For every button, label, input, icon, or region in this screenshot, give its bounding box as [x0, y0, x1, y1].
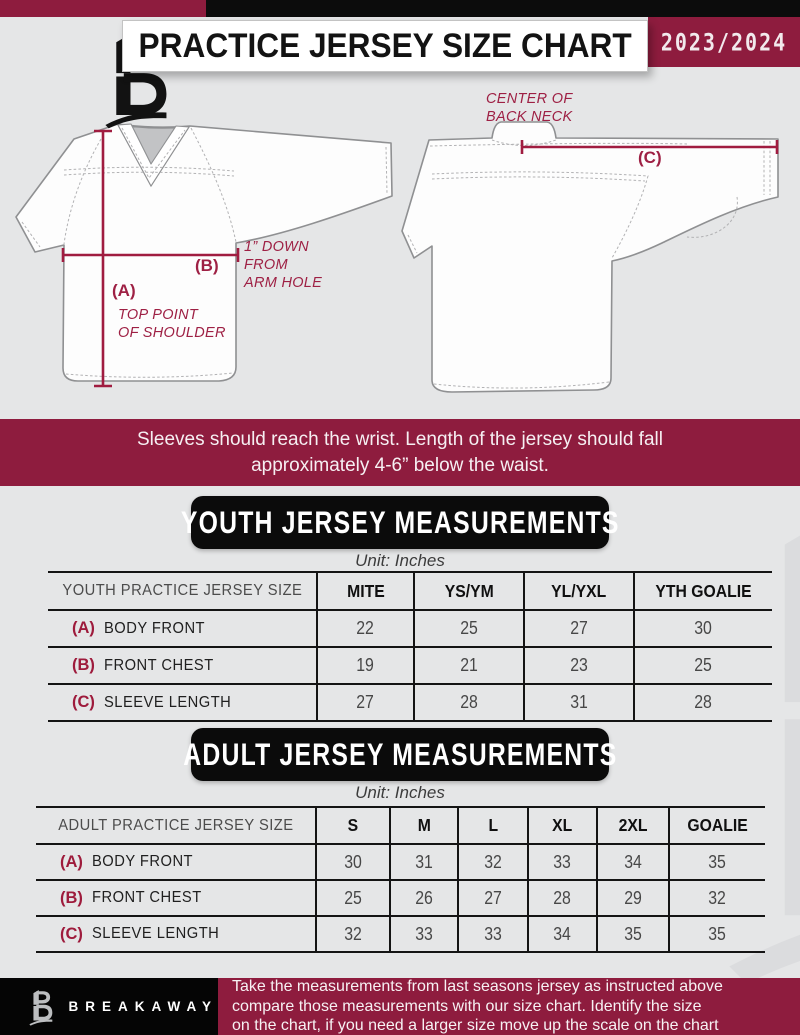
youth-size-header: YL/YXL [551, 580, 607, 601]
label-c-note: CENTER OF BACK NECK [486, 91, 573, 125]
footer-wordmark: BREAKAWAY [68, 999, 218, 1014]
youth-table-label-header: YOUTH PRACTICE JERSEY SIZE [62, 582, 302, 599]
footer-note-line2: compare those measurements with our size chart. Identify the size [232, 997, 702, 1015]
youth-section-heading: YOUTH JERSEY MEASUREMENTS [191, 496, 609, 549]
footer-note-line3: on the chart, if you need a larger size move up the scale on the chart [232, 1017, 719, 1035]
footer [0, 978, 800, 1035]
table-row: (B) FRONT CHEST 25 26 27 28 29 32 [36, 881, 765, 917]
season-label: 2023/2024 [660, 27, 788, 57]
front-jersey-outline [16, 124, 392, 381]
adult-size-header: 2XL [618, 815, 648, 835]
footer-instructions [218, 978, 800, 1035]
youth-table-header-row [48, 573, 772, 611]
table-row: (A) BODY FRONT 22 25 27 30 [48, 611, 772, 648]
label-b-note: 1” DOWN FROM ARM HOLE [244, 239, 323, 291]
front-jersey-drawing [16, 124, 392, 381]
youth-unit-label: Unit: Inches [355, 551, 445, 570]
jersey-diagram [0, 85, 800, 420]
season-badge [648, 17, 800, 67]
adult-table-header-row [36, 808, 765, 845]
label-c: (C) [638, 148, 662, 167]
adult-unit-label: Unit: Inches [355, 783, 445, 802]
adult-size-table [36, 806, 765, 953]
table-row: (B) FRONT CHEST 19 21 23 25 [48, 648, 772, 685]
footer-brand [0, 978, 218, 1035]
adult-size-header: S [347, 815, 359, 835]
back-jersey-drawing [402, 122, 778, 392]
youth-size-header: MITE [346, 580, 385, 601]
label-b: (B) [195, 256, 219, 275]
youth-size-header: YTH GOALIE [655, 580, 752, 601]
adult-size-header: L [488, 815, 498, 835]
table-row: (A) BODY FRONT 30 31 32 33 34 35 [36, 845, 765, 881]
table-row: (C) SLEEVE LENGTH 27 28 31 28 [48, 685, 772, 722]
footer-note-line1: Take the measurements from last seasons jersey as instructed above [232, 978, 723, 996]
top-maroon-bar [0, 0, 206, 17]
adult-size-header: XL [552, 815, 573, 835]
label-a: (A) [112, 281, 136, 300]
page-title-box [122, 20, 648, 72]
back-jersey-outline [402, 122, 778, 392]
adult-section-heading: ADULT JERSEY MEASUREMENTS [191, 728, 609, 781]
youth-size-header: YS/YM [444, 580, 494, 601]
adult-table-label-header: ADULT PRACTICE JERSEY SIZE [57, 816, 294, 834]
top-black-bar [206, 0, 800, 17]
fit-note-line2: approximately 4-6” below the waist. [251, 455, 549, 476]
adult-size-header: GOALIE [687, 815, 748, 835]
breakaway-b-logo-icon [24, 987, 55, 1027]
fit-note-line1: Sleeves should reach the wrist. Length of the jersey should fall [137, 429, 663, 450]
label-a-note: TOP POINT OF SHOULDER [118, 307, 226, 341]
adult-size-header: M [417, 815, 431, 835]
youth-size-table [48, 571, 772, 722]
table-row: (C) SLEEVE LENGTH 32 33 33 34 35 35 [36, 917, 765, 953]
page-title: PRACTICE JERSEY SIZE CHART [138, 26, 632, 65]
fit-note-banner [0, 419, 800, 486]
